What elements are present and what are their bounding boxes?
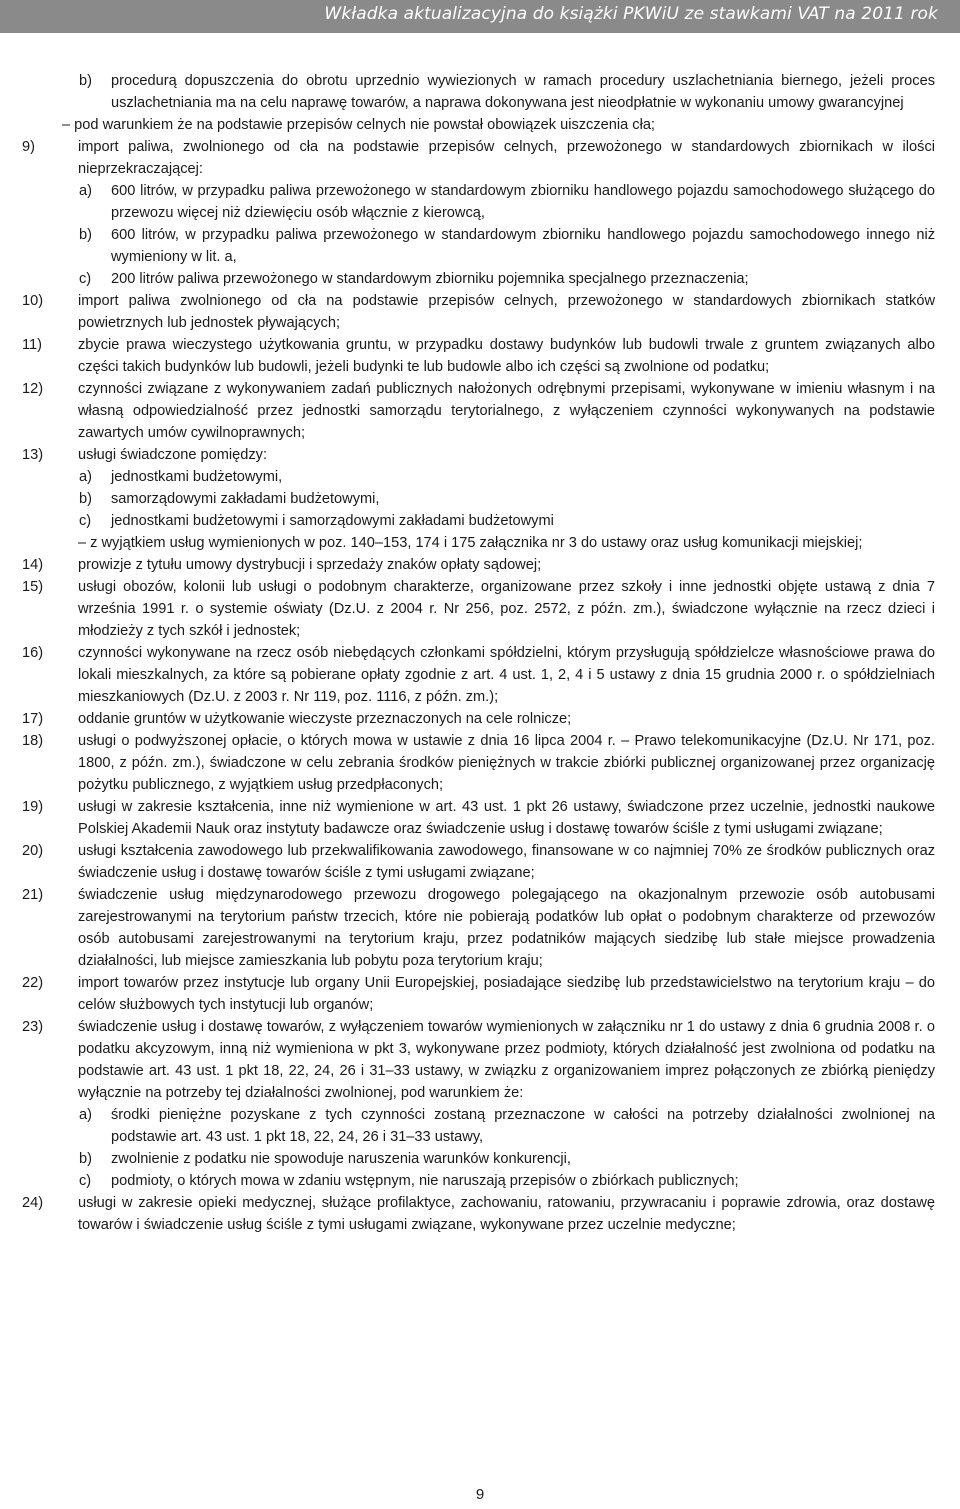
lettered-subitem xyxy=(22,224,935,268)
item-letter: b) xyxy=(79,491,92,507)
numbered-item xyxy=(22,708,935,730)
item-text: usługi w zakresie opieki medycznej, służące profilaktyce, zachowaniu, ratowaniu, przywracaniu i poprawie zdrowia, oraz dostawę towarów i świadczenie usług ściśle z tymi usługami związane, wykonywane przez uczelnie medyczne; xyxy=(78,1195,935,1233)
item-text: podmioty, o których mowa w zdaniu wstępnym, nie naruszają przepisów o zbiórkach publicznych; xyxy=(111,1173,739,1189)
item-number: 9) xyxy=(22,139,35,155)
item-number: 16) xyxy=(22,645,44,661)
item-letter: a) xyxy=(79,1107,92,1123)
header-title: Wkładka aktualizacyjna do książki PKWiU ze stawkami VAT na 2011 rok xyxy=(324,4,938,24)
item-text: import paliwa zwolnionego od cła na podstawie przepisów celnych, przewożonego w standardowych zbiornikach statków powietrznych lub jednostek pływających; xyxy=(78,293,935,331)
numbered-item xyxy=(22,730,935,796)
item-letter: b) xyxy=(79,73,92,89)
lettered-subitem xyxy=(22,1148,935,1170)
item-number: 13) xyxy=(22,447,44,463)
lettered-subitem xyxy=(22,466,935,488)
lettered-subitem xyxy=(22,268,935,290)
item-letter: a) xyxy=(79,183,92,199)
lettered-subitem xyxy=(22,1170,935,1192)
page-header xyxy=(0,0,960,33)
item-text: import towarów przez instytucje lub organy Unii Europejskiej, posiadające siedzibę lub przedstawicielstwo na terytorium kraju – do celów służbowych tych instytucji lub organów; xyxy=(78,975,935,1013)
item-text: świadczenie usług międzynarodowego przewozu drogowego polegającego na okazjonalnym przewozie osób autobusami zarejestrowanymi na terytorium państw trzecich, które nie pobierają podatków lub opłat o podobnym charakterze od przewozów osób autobusami zarejestrowanymi na terytorium kraju, przez podatników mających siedzibę lub stałe miejsce prowadzenia działalności, lub miejsce zamieszkania lub pobytu poza terytorium kraju; xyxy=(78,887,935,969)
numbered-item xyxy=(22,576,935,642)
item-text: zwolnienie z podatku nie spowoduje naruszenia warunków konkurencji, xyxy=(111,1151,571,1167)
item-number: 20) xyxy=(22,843,44,859)
item-number: 24) xyxy=(22,1195,44,1211)
item-text: 600 litrów, w przypadku paliwa przewożonego w standardowym zbiorniku handlowego pojazdu samochodowego innego niż wymieniony w lit. a, xyxy=(111,227,935,265)
numbered-item xyxy=(22,334,935,378)
item-number: 23) xyxy=(22,1019,44,1035)
item-text: jednostkami budżetowymi, xyxy=(111,469,283,485)
item-text: – z wyjątkiem usług wymienionych w poz. 140–153, 174 i 175 załącznika nr 3 do ustawy oraz usług komunikacji miejskiej; xyxy=(78,535,863,551)
item-text: – pod warunkiem że na podstawie przepisów celnych nie powstał obowiązek uiszczenia cła; xyxy=(62,117,655,133)
item-number: 10) xyxy=(22,293,44,309)
item-letter: a) xyxy=(79,469,92,485)
page-number: 9 xyxy=(475,1486,485,1503)
item-letter: c) xyxy=(79,1173,92,1189)
numbered-item xyxy=(22,136,935,180)
numbered-item xyxy=(22,642,935,708)
lettered-subitem xyxy=(22,180,935,224)
numbered-item xyxy=(22,796,935,840)
item-text: usługi o podwyższonej opłacie, o których mowa w ustawie z dnia 16 lipca 2004 r. – Prawo telekomunikacyjne (Dz.U. Nr 171, poz. 1800, z późn. zm.), świadczone w celu zebrania środków pieniężnych w trakcie zbiórki publicznej organizowanej przez organizację pożytku publicznego, z wyjątkiem usług przedpłaconych; xyxy=(78,733,935,793)
item-number: 11) xyxy=(22,337,43,353)
item-text: usługi świadczone pomiędzy: xyxy=(78,447,268,463)
lettered-subitem xyxy=(22,70,935,114)
item-text: zbycie prawa wieczystego użytkowania gruntu, w przypadku dostawy budynków lub budowli trwale z gruntem związanych albo części takich budynków lub budowli, jeżeli budynki te lub budowle albo ich części są zwolnione od podatku; xyxy=(78,337,935,375)
item-text: 200 litrów paliwa przewożonego w standardowym zbiorniku pojemnika specjalnego przeznaczenia; xyxy=(111,271,749,287)
numbered-item xyxy=(22,444,935,466)
dash-paragraph xyxy=(22,114,935,136)
item-number: 15) xyxy=(22,579,44,595)
item-text: samorządowymi zakładami budżetowymi, xyxy=(111,491,380,507)
item-text: 600 litrów, w przypadku paliwa przewożonego w standardowym zbiorniku handlowego pojazdu samochodowego służącego do przewozu więcej niż dziewięciu osób włącznie z kierowcą, xyxy=(111,183,935,221)
numbered-item xyxy=(22,290,935,334)
item-text: oddanie gruntów w użytkowanie wieczyste przeznaczonych na cele rolnicze; xyxy=(78,711,572,727)
item-text: procedurą dopuszczenia do obrotu uprzednio wywiezionych w ramach procedury uszlachetniania biernego, jeżeli proces uszlachetniania ma na celu naprawę towarów, a naprawa dokonywana jest nieodpłatnie w wykonaniu umowy gwarancyjnej xyxy=(111,73,935,111)
item-text: usługi w zakresie kształcenia, inne niż wymienione w art. 43 ust. 1 pkt 26 ustawy, świadczone przez uczelnie, jednostki naukowe Polskiej Akademii Nauk oraz instytuty badawcze oraz świadczenie usług i dostawę towarów ściśle z tymi usługami związane; xyxy=(78,799,935,837)
lettered-subitem xyxy=(22,488,935,510)
item-letter: c) xyxy=(79,513,92,529)
item-text: czynności związane z wykonywaniem zadań publicznych nałożonych odrębnymi przepisami, wykonywane w imieniu własnym i na własną odpowiedzialność przez jednostki samorządu terytorialnego, z wyłączeniem czynności wykonywanych na podstawie zawartych umów cywilnoprawnych; xyxy=(78,381,935,441)
item-text: import paliwa, zwolnionego od cła na podstawie przepisów celnych, przewożonego w standardowych zbiornikach w ilości nieprzekraczającej: xyxy=(78,139,935,177)
item-text: świadczenie usług i dostawę towarów, z wyłączeniem towarów wymienionych w załączniku nr 1 do ustawy z dnia 6 grudnia 2008 r. o podatku akcyzowym, inną niż wymieniona w pkt 3, wykonywane przez podmioty, których działalność jest zwolniona od podatku na podstawie art. 43 ust. 1 pkt 18, 22, 24, 26 i 31–33 ustawy, w związku z organizowaniem imprez połączonych ze zbiórką pieniędzy wyłącznie na potrzeby tej działalności zwolnionej, pod warunkiem że: xyxy=(78,1019,935,1101)
numbered-item xyxy=(22,554,935,576)
item-letter: b) xyxy=(79,1151,92,1167)
numbered-item xyxy=(22,972,935,1016)
item-text: jednostkami budżetowymi i samorządowymi zakładami budżetowymi xyxy=(111,513,554,529)
numbered-item xyxy=(22,840,935,884)
item-text: usługi obozów, kolonii lub usługi o podobnym charakterze, organizowane przez szkoły i inne jednostki objęte ustawą z dnia 7 września 1991 r. o systemie oświaty (Dz.U. z 2004 r. Nr 256, poz. 2572, z późn. zm.), świadczone wyłącznie na rzecz dzieci i młodzieży z tych szkół i jednostek; xyxy=(78,579,935,639)
item-number: 12) xyxy=(22,381,44,397)
numbered-item xyxy=(22,1192,935,1236)
item-number: 17) xyxy=(22,711,44,727)
numbered-item xyxy=(22,1016,935,1104)
lettered-subitem xyxy=(22,1104,935,1148)
dash-paragraph xyxy=(22,532,935,554)
item-number: 18) xyxy=(22,733,44,749)
item-number: 14) xyxy=(22,557,44,573)
item-letter: b) xyxy=(79,227,92,243)
lettered-subitem xyxy=(22,510,935,532)
item-number: 21) xyxy=(22,887,44,903)
item-text: usługi kształcenia zawodowego lub przekwalifikowania zawodowego, finansowane w co najmniej 70% ze środków publicznych oraz świadczenie usług i dostawę towarów ściśle z tymi usługami związane; xyxy=(78,843,935,881)
item-number: 22) xyxy=(22,975,44,991)
numbered-item xyxy=(22,884,935,972)
numbered-item xyxy=(22,378,935,444)
document-body xyxy=(22,70,935,1236)
item-text: środki pieniężne pozyskane z tych czynności zostaną przeznaczone w całości na potrzeby działalności zwolnionej na podstawie art. 43 ust. 1 pkt 18, 22, 24, 26 i 31–33 ustawy, xyxy=(111,1107,935,1145)
item-number: 19) xyxy=(22,799,44,815)
item-text: czynności wykonywane na rzecz osób niebędących członkami spółdzielni, którym przysługują spółdzielcze własnościowe prawa do lokali mieszkalnych, za które są pobierane opłaty zgodnie z art. 4 ust. 1, 2, 4 i 5 ustawy z dnia 15 grudnia 2000 r. o spółdzielniach mieszkaniowych (Dz.U. z 2003 r. Nr 119, poz. 1116, z późn. zm.); xyxy=(78,645,935,705)
item-text: prowizje z tytułu umowy dystrybucji i sprzedaży znaków opłaty sądowej; xyxy=(78,557,542,573)
item-letter: c) xyxy=(79,271,92,287)
